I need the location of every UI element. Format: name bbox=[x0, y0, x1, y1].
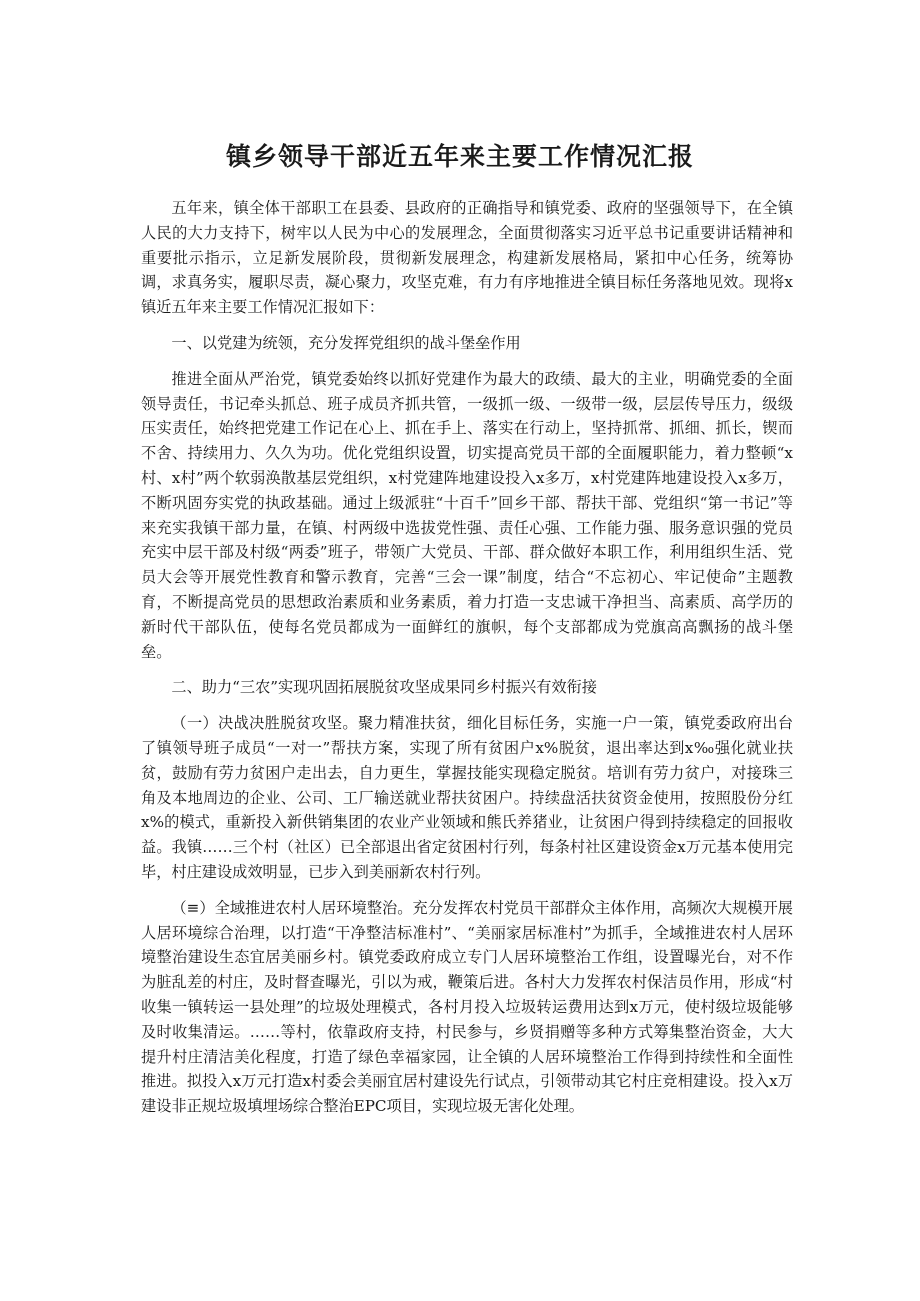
section-1-heading: 一、以党建为统领，充分发挥党组织的战斗堡垒作用 bbox=[171, 333, 521, 352]
section-2-heading: 二、助力“三农”实现巩固拓展脱贫攻坚成果同乡村振兴有效衔接 bbox=[171, 678, 597, 697]
section-2-paragraph-2: （≡）全域推进农村人居环境整治。充分发挥农村党员干部群众主体作用，高频次大规模开展人居环境综合治理，以打造“干净整洁标准村”、“美丽家居标准村”为抓手，全域推进农村人居环境整治建设生态宜居美丽乡村。镇党委政府成立专门人居环境整治工作组，设置曝光台，对不作为脏乱差的村庄，及时督查曝光，引以为戒，鞭策后进。各村大力发挥农村保洁员作用，形成“村收集一镇转运一县处理”的垃圾处理模式，各村月投入垃圾转运费用达到x万元，使村级垃圾能够及时收集清运。……等村，依靠政府支持，村民参与，乡贤捐赠等多种方式筹集整治资金，大大提升村庄清洁美化程度，打造了绿色幸福家园，让全镇的人居环境整治工作得到持续性和全面性推进。拟投入x万元打造x村委会美丽宜居村建设先行试点，引领带动其它村庄竞相建设。投入x万建设非正规垃圾填埋场综合整治EPC项目，实现垃圾无害化处理。 bbox=[141, 898, 793, 1116]
document-title: 镇乡领导干部近五年来主要工作情况汇报 bbox=[225, 142, 694, 171]
document-body bbox=[141, 196, 793, 1130]
section-1-paragraph: 推进全面从严治党，镇党委始终以抓好党建作为最大的政绩、最大的主业，明确党委的全面领导责任，书记牵头抓总、班子成员齐抓共管，一级抓一级、一级带一级，层层传导压力，级级压实责任，始终把党建工作记在心上、抓在手上、落实在行动上，坚持抓常、抓细、抓长，锲而不舍、持续用力、久久为功。优化党组织设置，切实提高党员干部的全面履职能力，着力整顿“x村、x村”两个软弱涣散基层党组织，x村党建阵地建设投入x多万，x村党建阵地建设投入x多万，不断巩固夯实党的执政基础。通过上级派驻“十百千”回乡干部、帮扶干部、党组织“第一书记”等来充实我镇干部力量，在镇、村两级中选拔党性强、责任心强、工作能力强、服务意识强的党员充实中层干部及村级“两委”班子，带领广大党员、干部、群众做好本职工作，利用组织生活、党员大会等开展党性教育和警示教育，完善“三会一课”制度，结合“不忘初心、牢记使命”主题教育，不断提高党员的思想政治素质和业务素质，着力打造一支忠诚干净担当、高素质、高学历的新时代干部队伍，使每名党员都成为一面鲜红的旗帜，每个支部都成为党旗高高飘扬的战斗堡垒。 bbox=[141, 369, 793, 661]
intro-paragraph: 五年来，镇全体干部职工在县委、县政府的正确指导和镇党委、政府的坚强领导下，在全镇人民的大力支持下，树牢以人民为中心的发展理念，全面贯彻落实习近平总书记重要讲话精神和重要批示指示，立足新发展阶段，贯彻新发展理念，构建新发展格局，紧扣中心任务，统筹协调，求真务实，履职尽责，凝心聚力，攻坚克难，有力有序地推进全镇目标任务落地见效。现将x镇近五年来主要工作情况汇报如下： bbox=[141, 199, 793, 317]
section-2-paragraph-1: （一）决战决胜脱贫攻坚。聚力精准扶贫，细化目标任务，实施一户一策，镇党委政府出台了镇领导班子成员“一对一”帮扶方案，实现了所有贫困户x%脱贫，退出率达到x‰强化就业扶贫，鼓励有劳力贫困户走出去，自力更生，掌握技能实现稳定脱贫。培训有劳力贫户，对接珠三角及本地周边的企业、公司、工厂输送就业帮扶贫困户。持续盘活扶贫资金使用，按照股份分红x%的模式，重新投入新供销集团的农业产业领域和熊氏养猪业，让贫困户得到持续稳定的回报收益。我镇……三个村（社区）已全部退出省定贫困村行列，每条村社区建设资金x万元基本使用完毕，村庄建设成效明显，已步入到美丽新农村行列。 bbox=[141, 714, 793, 881]
